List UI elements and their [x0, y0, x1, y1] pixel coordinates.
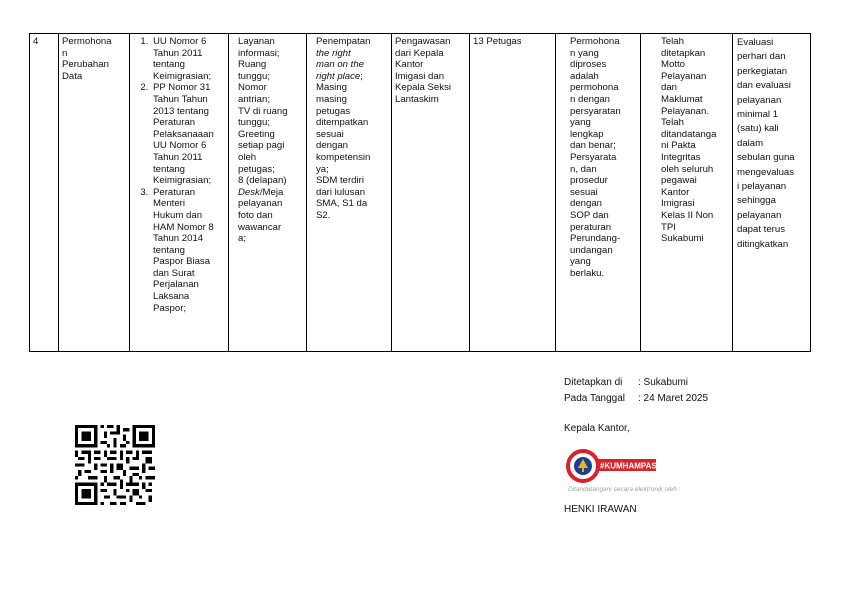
legal-basis — [130, 34, 229, 352]
service-name: Permohona n Perubahan Data — [59, 34, 130, 352]
row-number: 4 — [30, 34, 59, 352]
esign-note: Ditandatangani secara elektronik oleh : — [568, 486, 681, 493]
security-assurance: Telah ditetapkan Motto Pelayanan dan Maklumat Pelayanan. Telah ditandatanga ni Pakta Integritas oleh seluruh pegawai Kantor Imigrasi Kelas II Non TPI Sukabumi — [641, 34, 733, 352]
signatory-name: HENKI IRAWAN — [564, 504, 637, 515]
law-item: 2. PP Nomor 31 Tahun Tahun 2013 tentang Peraturan Pelaksanaaan UU Nomor 6 Tahun 2011 tentang Keimigrasian; — [151, 82, 225, 186]
logo-text: #KUMHAMPASTI — [600, 461, 664, 471]
competency: Penempatan the right man on the right place; Masing masing petugas ditempatkan sesuai dengan kompetensin ya; SDM terdiri dari lulusan SMA, S1 da S2. — [307, 34, 392, 352]
table-row — [30, 34, 811, 352]
signature-date: Pada Tanggal : 24 Maret 2025 — [564, 393, 709, 404]
signature-place: Ditetapkan di : Sukabumi — [564, 377, 689, 388]
qr-code-icon — [75, 425, 155, 505]
facilities: Layanan informasi; Ruang tunggu; Nomor antrian; TV di ruang tunggu; Greeting setiap pagi oleh petugas; 8 (delapan) Desk/Meja pelayanan foto dan wawancar a; — [229, 34, 307, 352]
signatory-position: Kepala Kantor, — [564, 423, 630, 434]
staff-count: 13 Petugas — [470, 34, 556, 352]
performance-evaluation: Evaluasi perhari dan perkegiatan dan evaluasi pelayanan minimal 1 (satu) kali dalam sebulan guna mengevaluas i pelayanan sehingga pelayanan dapat terus ditingkatkan — [733, 34, 811, 352]
kumham-emblem-icon — [566, 449, 706, 487]
law-item: 1. UU Nomor 6 Tahun 2011 tentang Keimigrasian; — [151, 36, 225, 82]
service-guarantee: Permohona n yang diproses adalah permohona n dengan persyaratan yang lengkap dan benar; Persyarata n, dan prosedur sesuai dengan SOP dan peraturan Perundang- undangan yang berlaku. — [556, 34, 641, 352]
law-list — [133, 36, 225, 314]
internal-supervision: Pengawasan dari Kepala Kantor Imigasi dan Kepala Seksi Lantaskim — [392, 34, 470, 352]
law-item: 3. Peraturan Menteri Hukum dan HAM Nomor 8 Tahun 2014 tentang Paspor Biasa dan Surat Perjalanan Laksana Paspor; — [151, 187, 225, 315]
service-standard-table — [29, 33, 811, 352]
